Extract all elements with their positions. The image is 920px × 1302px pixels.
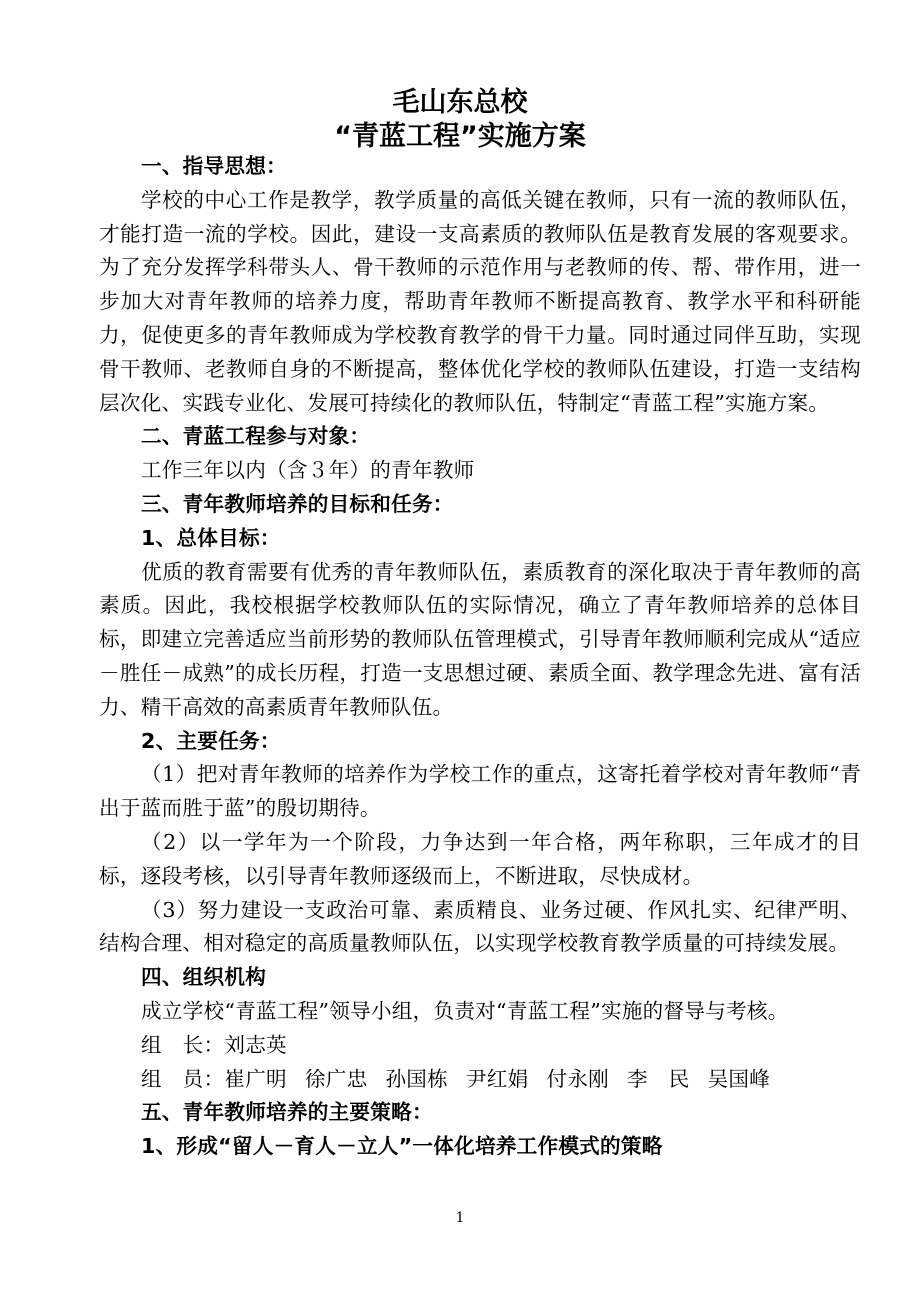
member-name: 崔广明 — [224, 1066, 287, 1091]
section-3-subheading-goal: 1、总体目标： — [141, 525, 281, 550]
section-2-paragraph: 工作三年以内（含３年）的青年教师 — [141, 458, 475, 483]
plan-title: “青蓝工程”实施方案 — [334, 121, 586, 152]
page-number: 1 — [455, 1210, 465, 1226]
section-1-paragraph: 学校的中心工作是教学，教学质量的高低关键在教师，只有一流的教师队伍，才能打造一流的学校。因此，建设一支高素质的教师队伍是教育发展的客观要求。为了充分发挥学科带头人、骨干教师的示范作用与老教师的传、帮、带作用，进一步加大对青年教师的培养力度，帮助青年教师不断提高教育、教学水平和科研能力，促使更多的青年教师成为学校教育教学的骨干力量。同时通过同伴互助，实现骨干教师、老教师自身的不断提高，整体优化学校的教师队伍建设，打造一支结构层次化、实践专业化、发展可持续化的教师队伍，特制定“青蓝工程”实施方案。 — [99, 187, 861, 415]
leader-line — [99, 1029, 861, 1063]
section-4-heading: 四、组织机构 — [141, 965, 267, 990]
members-line — [99, 1063, 861, 1097]
leader-name: 刘志英 — [224, 1032, 287, 1057]
section-3-heading: 三、青年教师培养的目标和任务： — [141, 491, 454, 516]
section-2-heading: 二、青蓝工程参与对象： — [141, 424, 371, 449]
document-body — [99, 150, 861, 1164]
member-name: 吴国峰 — [707, 1066, 771, 1091]
task-item-2: （2）以一学年为一个阶段，力争达到一年合格，两年称职，三年成才的目标，逐段考核，以引导青年教师逐级而上，不断进取，尽快成材。 — [99, 829, 861, 888]
school-name-title: 毛山东总校 — [392, 87, 528, 118]
section-3-goal-paragraph: 优质的教育需要有优秀的青年教师队伍，素质教育的深化取决于青年教师的高素质。因此，我校根据学校教师队伍的实际情况，确立了青年教师培养的总体目标，即建立完善适应当前形势的教师队伍管理模式，引导青年教师顺利完成从“适应－胜任－成熟”的成长历程，打造一支思想过硬、素质全面、教学理念先进、富有活力、精干高效的高素质青年教师队伍。 — [99, 559, 861, 719]
task-item-1: （1）把对青年教师的培养作为学校工作的重点，这寄托着学校对青年教师“青出于蓝而胜于蓝”的殷切期待。 — [99, 762, 861, 821]
section-4-paragraph: 成立学校“青蓝工程”领导小组，负责对“青蓝工程”实施的督导与考核。 — [141, 998, 789, 1023]
section-5-heading: 五、青年教师培养的主要策略： — [141, 1100, 433, 1125]
section-5-subheading-1: 1、形成“留人－育人－立人”一体化培养工作模式的策略 — [141, 1134, 663, 1159]
member-name: 尹红娟 — [465, 1066, 529, 1091]
task-item-3: （3）努力建设一支政治可靠、素质精良、业务过硬、作风扎实、纪律严明、结构合理、相对稳定的高质量教师队伍，以实现学校教育教学质量的可持续发展。 — [99, 897, 861, 956]
section-3-subheading-tasks: 2、主要任务： — [141, 728, 281, 753]
member-name: 孙国栋 — [385, 1066, 448, 1091]
members-label: 组 员： — [141, 1066, 225, 1091]
section-1-heading: 一、指导思想： — [141, 154, 287, 178]
member-name: 徐广忠 — [304, 1066, 368, 1091]
leader-label: 组 长： — [141, 1032, 225, 1057]
member-name: 付永刚 — [546, 1066, 610, 1091]
member-name: 李 民 — [627, 1066, 690, 1091]
